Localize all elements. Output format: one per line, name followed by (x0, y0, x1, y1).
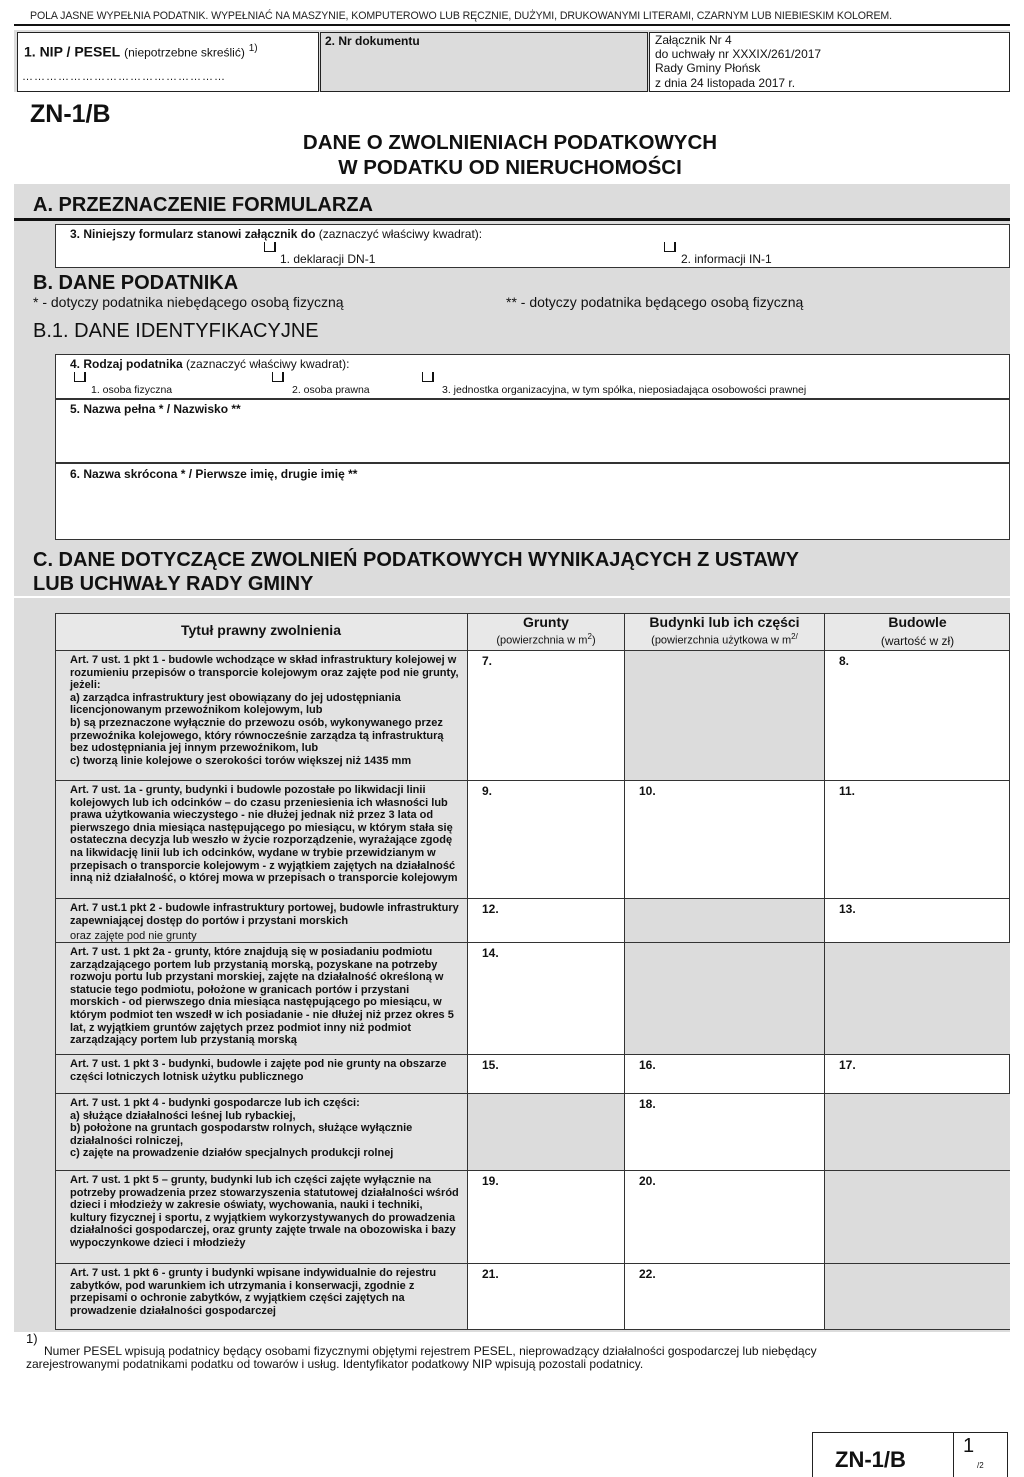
field-5-full-name[interactable] (55, 399, 1010, 463)
field-4-label: 4. Rodzaj podatnika (70, 357, 183, 371)
field-4-box (55, 354, 1010, 399)
field-14-land[interactable]: 14. (468, 943, 625, 1054)
footer-form-code: ZN-1/B (835, 1447, 906, 1472)
field-buildings-disabled (625, 943, 825, 1054)
row-legal-title: Art. 7 ust. 1 pkt 6 - grunty i budynki wpisane indywidualnie do rejestru zabytków, pod warunkiem ich utrzymania i konserwacji, zgodnie z przepisami o ochronie zabytków, z wyjątkiem części zajętych na prowadzenie działalności gospodarczej (70, 1267, 437, 1317)
form-title (250, 130, 770, 180)
option-org-unit-label: 3. jednostka organizacyjna, w tym spółka, nieposiadająca osobowości prawnej (442, 384, 807, 396)
field-12-land[interactable]: 12. (468, 899, 625, 942)
option-in1-label: 2. informacji IN-1 (681, 252, 772, 266)
attachment-line: z dnia 24 listopada 2017 r. (655, 75, 796, 90)
footnote-line: zarejestrowanymi podatnikami podatku od towarów i usług. Identyfikator podatkowy NIP wpisują pozostali podatnicy. (26, 1357, 644, 1371)
table-row (55, 651, 1010, 781)
table-row (55, 943, 1010, 1055)
field-5-label: 5. Nazwa pełna * / Nazwisko ** (70, 402, 241, 416)
field-7-land[interactable]: 7. (468, 651, 625, 780)
footer-box (812, 1432, 1008, 1477)
footer-page-total: /2 (977, 1461, 984, 1470)
attachment-line: Załącznik Nr 4 (655, 33, 732, 47)
col-header-structures (824, 613, 1010, 651)
field-19-land[interactable]: 19. (468, 1171, 625, 1263)
field-3-label: 3. Niniejszy formularz stanowi załącznik do (70, 227, 316, 241)
field-land-disabled (468, 1094, 625, 1170)
field-16-buildings[interactable]: 16. (625, 1055, 825, 1093)
field-21-land[interactable]: 21. (468, 1264, 625, 1329)
nip-footnote-mark: 1) (248, 43, 258, 54)
footnote-line: Numer PESEL wpisują podatnicy będący osobami fizycznymi objętymi rejestrem PESEL, nieprowadzący działalności gospodarczej lub niebędący (44, 1344, 817, 1358)
field-6-short-name[interactable] (55, 463, 1010, 540)
option-dn1-label: 1. deklaracji DN-1 (280, 252, 376, 266)
table-row (55, 899, 1010, 943)
form-title-line: W PODATKU OD NIERUCHOMOŚCI (338, 156, 682, 179)
field-17-structures[interactable]: 17. (839, 1058, 856, 1072)
row-legal-title: Art. 7 ust. 1 pkt 5 – grunty, budynki lub ich części zajęte wyłącznie na potrzeby prowadzenia przez stowarzyszenia statutowej działalności wśród dzieci i młodzieży w zakresie oświaty, wychowania, nauki i techniki, kultury fizycznej i sportu, z wyjątkiem wykorzystywanych do prowadzenia działalności gospodarczej, oraz grunty zajęte trwale na obozowiska i bazy wypoczynkowe dzieci i młodzieży (70, 1174, 459, 1249)
top-notice: POLA JASNE WYPEŁNIA PODATNIK. WYPEŁNIAĆ NA MASZYNIE, KOMPUTEROWO LUB RĘCZNIE, DUŻYMI, DRUKOWANYMI LITERAMI, CZARNYM LUB NIEBIESKIM KOLOREM. (30, 10, 892, 22)
table-row (55, 1171, 1010, 1264)
nip-label: 1. NIP / PESEL (24, 43, 121, 60)
checkbox-dn1[interactable] (264, 242, 276, 252)
nip-note: (niepotrzebne skreślić) (124, 45, 245, 60)
nip-box[interactable] (17, 32, 319, 92)
field-15-land[interactable]: 15. (468, 1055, 625, 1093)
row-legal-title: Art. 7 ust.1 pkt 2 - budowle infrastruktury portowej, budowle infrastruktury zapewniającej dostęp do portów i przystani morskich (70, 902, 459, 927)
form-title-line: DANE O ZWOLNIENIACH PODATKOWYCH (302, 131, 718, 154)
field-structures-disabled (825, 1094, 1010, 1170)
field-structures-disabled (825, 1171, 1010, 1263)
exemption-table (55, 613, 1010, 1330)
table-row (55, 1094, 1010, 1171)
field-8-structures[interactable]: 8. (839, 654, 850, 668)
field-9-land[interactable]: 9. (468, 781, 625, 898)
top-rule (14, 24, 1010, 26)
col-land-unit: (powierzchnia w m (496, 634, 588, 647)
col-land-sup: 2 (587, 632, 592, 641)
checkbox-natural-person[interactable] (74, 372, 86, 382)
attachment-line: Rady Gminy Płońsk (655, 61, 761, 76)
table-row (55, 1055, 1010, 1094)
row-legal-title: Art. 7 ust. 1 pkt 3 - budynki, budowle i zajęte pod nie grunty na obszarze części lotniczych lotnisk użytku publicznego (70, 1058, 447, 1083)
section-c-rule (14, 596, 1010, 598)
col-buildings-sup: 2/ (791, 632, 798, 641)
col-header-title: Tytuł prawny zwolnienia (181, 622, 341, 638)
field-20-buildings[interactable]: 20. (625, 1171, 825, 1263)
field-3-box (55, 224, 1010, 268)
footnote-mark: 1) (26, 1331, 38, 1346)
doc-number-label: 2. Nr dokumentu (325, 34, 420, 48)
attachment-box (649, 32, 1010, 92)
field-6-label: 6. Nazwa skrócona * / Pierwsze imię, drugie imię ** (70, 467, 358, 481)
section-c-title-line: C. DANE DOTYCZĄCE ZWOLNIEŃ PODATKOWYCH WYNIKAJĄCYCH Z USTAWY (33, 549, 799, 571)
field-22-buildings[interactable]: 22. (625, 1264, 825, 1329)
section-c-title (33, 548, 799, 596)
row-legal-title: Art. 7 ust. 1a - grunty, budynki i budowle pozostałe po likwidacji linii kolejowych lub ich odcinków – do czasu przeniesienia ich własności lub prawa użytkowania wieczystego - nie dłużej jednak niż przez 3 lata od pierwszego dnia miesiąca następującego po miesiącu, w którym stała się ostateczna decyzja lub weszło w życie rozporządzenie, wyrażające zgodę na likwidację linii lub ich odcinków, wydane w trybie przewidzianym w przepisach o transporcie kolejowym - z wyjątkiem zajętych na działalność inną niż działalność, o której mowa w przepisach o transporcie kolejowym (70, 784, 458, 885)
field-10-buildings[interactable]: 10. (625, 781, 825, 898)
table-row (55, 781, 1010, 899)
row-legal-title: Art. 7 ust. 1 pkt 2a - grunty, które znajdują się w posiadaniu podmiotu zarządzającego portem lub przystanią morską, pozyskane na potrzeby rozwoju portu lub przystani morskiej, zajęte na działalność określoną w statucie tego podmiotu, położone w granicach portów i przystani morskich - od pierwszego dnia miesiąca następującego po miesiącu, w którym podmiot ten wszedł w ich posiadanie - nie dłużej niż przez okres 5 lat, z wyjątkiem gruntów zajętych przez podmiot inny niż podmiot zarządzający portem lub przystanią morską (70, 946, 454, 1047)
row-legal-detail: oraz zajęte pod nie grunty (70, 930, 197, 943)
checkbox-legal-person[interactable] (272, 372, 284, 382)
row-legal-title: Art. 7 ust. 1 pkt 1 - budowle wchodzące w skład infrastruktury kolejowej w rozumieniu przepisów o transporcie kolejowym oraz zajęte pod nie grunty, jeżeli: (70, 654, 459, 692)
option-legal-person-label: 2. osoba prawna (292, 384, 370, 396)
section-b-note2: ** - dotyczy podatnika będącego osobą fizyczną (506, 294, 804, 310)
row-legal-detail: a) zarządca infrastruktury jest obowiązany do jej udostępniania licencjonowanym przewoźnikom kolejowym, lub b) są przeznaczone wyłącznie do przewozu osób, wykonywanego przez przewoźnika kolejowego, który równocześnie zarządza tą infrastrukturą bez udostępniania jej innym przewoźnikom, lub c) tworzą linie kolejowe o szerokości torów większej niż 1435 mm (70, 691, 444, 767)
field-13-structures[interactable]: 13. (839, 902, 856, 916)
section-b-title: B. DANE PODATNIKA (33, 272, 239, 294)
form-code: ZN-1/B (30, 100, 111, 128)
field-11-structures[interactable]: 11. (839, 784, 856, 798)
field-3-hint: (zaznaczyć właściwy kwadrat): (318, 227, 483, 241)
section-b-note1: * - dotyczy podatnika niebędącego osobą fizyczną (33, 294, 344, 310)
col-header-buildings (624, 613, 824, 651)
field-buildings-disabled (625, 899, 825, 942)
field-buildings-disabled (625, 651, 825, 780)
attachment-line: do uchwały nr XXXIX/261/2017 (655, 47, 822, 62)
col-structures-label: Budowle (888, 614, 947, 630)
col-buildings-label: Budynki lub ich części (649, 614, 800, 630)
checkbox-in1[interactable] (664, 242, 676, 252)
col-land-label: Grunty (523, 614, 569, 630)
section-a-rule (14, 218, 1010, 221)
col-buildings-unit: (powierzchnia użytkowa w m (651, 634, 792, 647)
option-natural-person-label: 1. osoba fizyczna (91, 384, 173, 396)
section-a-title: A. PRZEZNACZENIE FORMULARZA (33, 194, 373, 216)
field-18-buildings[interactable]: 18. (625, 1094, 825, 1170)
doc-number-box (320, 32, 648, 92)
section-b1-title: B.1. DANE IDENTYFIKACYJNE (33, 320, 319, 342)
checkbox-org-unit[interactable] (422, 372, 434, 382)
col-header-land: Grunty (powierzchnia w $m^2$) (467, 613, 624, 651)
col-structures-unit: (wartość w zł) (880, 634, 955, 648)
table-row (55, 1264, 1010, 1330)
footer-page-number: 1 (963, 1435, 975, 1457)
section-c-title-line: LUB UCHWAŁY RADY GMINY (33, 573, 314, 595)
row-legal-title: Art. 7 ust. 1 pkt 4 - budynki gospodarcze lub ich części: (70, 1097, 360, 1109)
nip-dots: …………………………………………… (22, 71, 226, 83)
row-legal-detail: a) służące działalności leśnej lub rybackiej, b) położone na gruntach gospodarstw rolnych, służące wyłącznie działalności rolniczej, c) zajęte na prowadzenie działów specjalnych produkcji rolnej (70, 1109, 413, 1160)
footnote-text (26, 1345, 1006, 1371)
footer-divider (953, 1433, 954, 1477)
field-structures-disabled (825, 943, 1010, 1054)
field-4-hint: (zaznaczyć właściwy kwadrat): (186, 357, 350, 371)
field-structures-disabled (825, 1264, 1010, 1329)
